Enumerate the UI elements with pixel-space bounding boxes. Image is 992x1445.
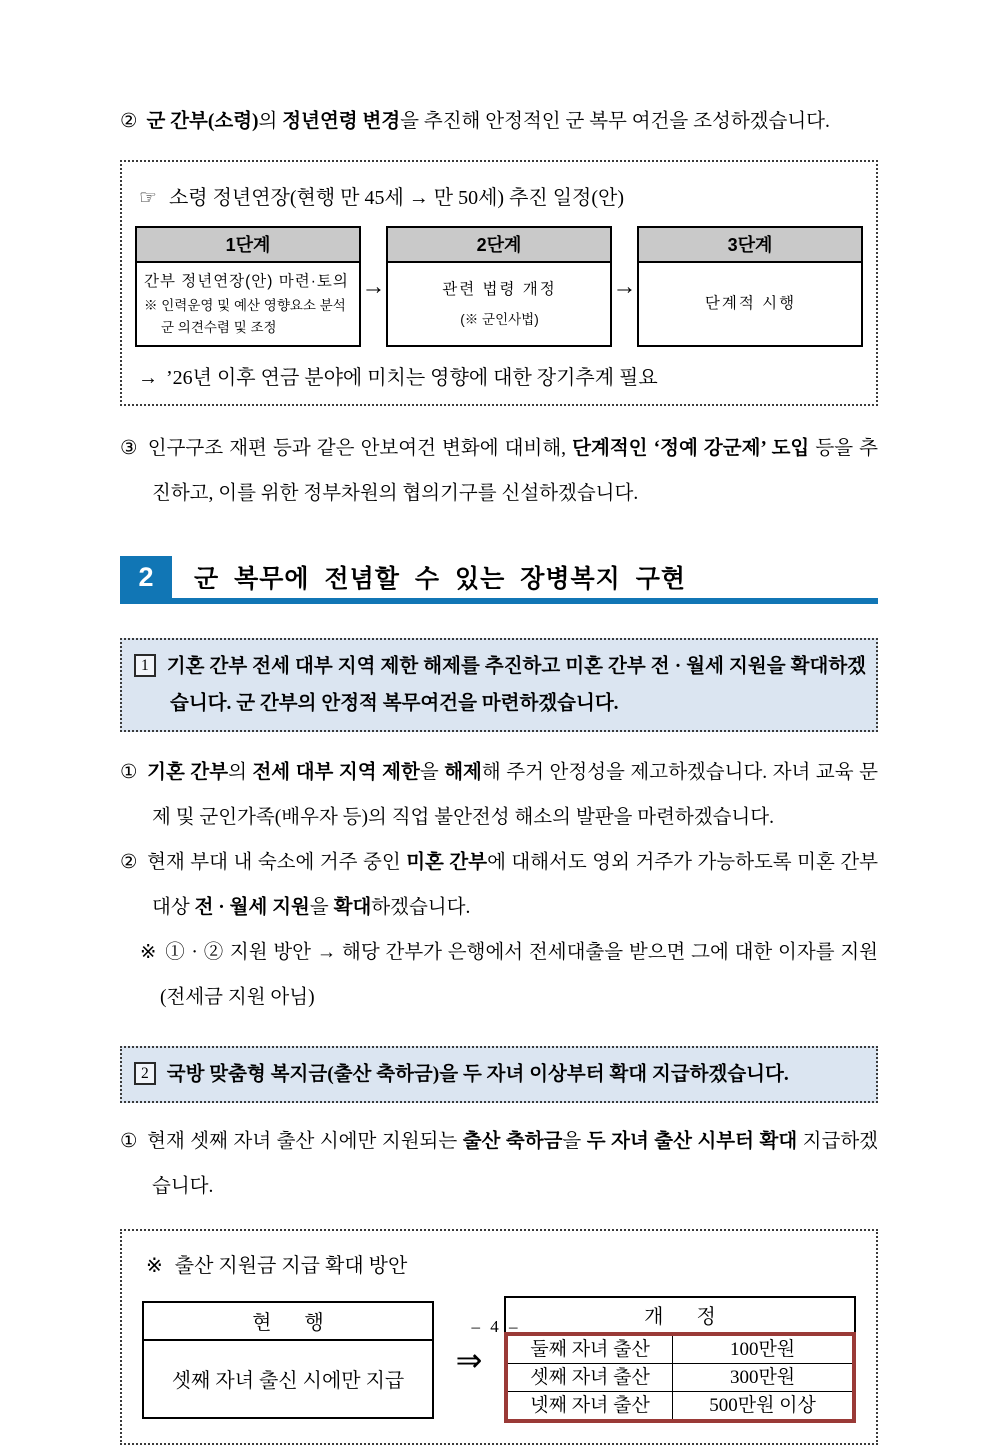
reference-mark: ※ [140,942,158,963]
paragraph-married-officers [120,750,878,840]
bold-run: 미혼 간부 [406,852,488,873]
pointing-hand-icon: ☞ [139,187,157,209]
schedule-footnote-text: ’26년 이후 연금 분야에 미치는 영향에 대한 장기추계 필요 [166,367,658,389]
bold-run: 확대 [333,897,372,918]
stage-3-header: 3단계 [639,228,861,263]
stage-3 [637,226,863,347]
stage-1-note-2: 군 의견수렴 및 조정 [161,320,277,335]
row-amount: 300만원 [729,1367,796,1388]
row-label: 넷째 자녀 출산 [508,1392,673,1419]
schedule-title [139,181,863,210]
text-run: 현재 셋째 자녀 출산 시에만 지원되는 [147,1131,463,1152]
stage-1-line: 간부 정년연장(안) 마련·토의 [144,273,349,290]
row-label: 둘째 자녀 출산 [508,1336,673,1363]
page-number: – 4 – [471,1317,521,1336]
text-run: 을 [562,1131,587,1152]
boxed-1-marker: 1 [134,654,156,677]
table-row [508,1391,852,1419]
text-run: 하겠습니다. [371,897,471,918]
retirement-schedule-box [120,160,878,406]
text-run: 인구구조 재편 등과 같은 안보여건 변화에 대비해, [147,438,573,459]
stage-2 [386,226,612,347]
current-table-header: 현 행 [144,1303,432,1341]
bold-run: 두 자녀 출산 시부터 확대 [586,1131,798,1152]
circled-1-marker: ① [120,762,139,783]
double-arrow-icon: ⇒ [455,1341,483,1378]
stage-1-note: ※ 인력운영 및 예산 영향요소 분석 [144,298,346,313]
paragraph-officer-retirement [120,106,878,138]
text-run: 해 주거 안정성을 제고하겠습니다. 자녀 교육 문제 및 군인가족(배우자 등)의 직업 불안전성 해소의 발판을 마련하겠습니다. [152,762,878,828]
expansion-box-title [146,1249,856,1278]
stage-2-note: (※ 군인사법) [460,312,539,327]
bold-run: 을 두 자녀 이상부터 확대 지급하겠습니다. [439,1064,789,1085]
birth-grant-expansion-box [120,1229,878,1445]
highlight-statement-1 [120,638,878,732]
section-2-header [120,556,878,604]
support-method-note [140,930,878,1020]
row-label: 셋째 자녀 출산 [508,1364,673,1391]
text-run: 현재 부대 내 숙소에 거주 중인 [147,852,407,873]
right-arrow-icon: → [612,272,637,300]
table-row [508,1363,852,1391]
stage-2-header: 2단계 [388,228,610,263]
text-run: 을 [309,897,334,918]
section-title: 군 복무에 전념할 수 있는 장병복지 구현 [194,565,687,593]
stage-1-header: 1단계 [137,228,359,263]
text-run: 에 대해서도 영외 거주가 가능하도록 미혼 간부 대상 [152,852,878,918]
boxed-2-marker: 2 [134,1062,156,1085]
bold-run: 군 간부(소령) [146,111,259,132]
bold-run: 정년연령 변경 [282,111,401,132]
paragraph-force-structure [120,426,878,516]
row-amount: 100만원 [729,1339,796,1360]
bold-run: 단계적인 ‘정예 강군제’ 도입 [572,438,810,459]
stage-1 [135,226,361,347]
schedule-stages [135,226,863,347]
circled-1-marker: ① [120,1131,139,1152]
revised-scheme-table [504,1296,856,1423]
text-run: 의 [228,762,253,783]
paragraph-single-officers [120,840,878,930]
circled-2-marker: ② [120,852,139,873]
text-run: 을 [419,762,445,783]
expansion-title-text: 출산 지원금 지급 확대 방안 [174,1255,408,1277]
text-run: 지급하겠습니다. [152,1131,879,1197]
text-run: 등을 추진하고, 이를 위한 정부차원의 협의기구를 신설하겠습니다. [152,438,879,504]
bold-run: 전세 대부 지역 제한 [252,762,420,783]
bold-run: 국방 맞춤형 복지금(출산 축하금) [166,1064,440,1085]
revised-table-header: 개 정 [504,1296,856,1332]
stage-2-line: 관련 법령 개정 [442,281,557,298]
table-row [508,1336,852,1363]
highlight-1-text: 기혼 간부 전세 대부 지역 제한 해제를 추진하고 미혼 간부 전 · 월세 지원을 확대하겠습니다. 군 간부의 안정적 복무여건을 마련하겠습니다. [166,656,866,714]
arrow-marker: → [138,367,158,389]
highlight-statement-2 [120,1046,878,1103]
stage-3-line: 단계적 시행 [704,295,797,312]
revised-table-body [504,1332,856,1423]
note-text: ① · ② 지원 방안 → 해당 간부가 은행에서 전세대출을 받으면 그에 대한 이자를 지원 (전세금 지원 아님) [160,942,879,1008]
reference-mark: ※ [146,1255,163,1277]
schedule-footnote [138,361,863,390]
circled-2-marker: ② [120,111,138,132]
schedule-title-text: 소령 정년연장(현행 만 45세 → 만 50세) 추진 일정(안) [168,187,625,209]
bold-run: 기혼 간부 [147,762,229,783]
paragraph-birth-grant [120,1119,878,1209]
stage-3-body [639,263,861,345]
stage-2-body [388,263,610,345]
stage-1-body [137,263,359,345]
page-content [120,106,878,1445]
expansion-tables [142,1296,856,1423]
right-arrow-icon: → [361,272,386,300]
section-2-paragraphs [120,750,878,1020]
bold-run: 전 · 월세 지원 [194,897,310,918]
text-run: 을 추진해 안정적인 군 복무 여건을 조성하겠습니다. [400,111,830,132]
bold-run: 해제 [444,762,482,783]
circled-3-marker: ③ [120,438,139,459]
section-number-badge: 2 [120,556,172,598]
bold-run: 출산 축하금 [462,1131,563,1152]
text-run: 의 [258,111,283,132]
row-amount: 500만원 이상 [709,1395,816,1416]
current-table-body: 셋째 자녀 출신 시에만 지급 [171,1370,405,1392]
